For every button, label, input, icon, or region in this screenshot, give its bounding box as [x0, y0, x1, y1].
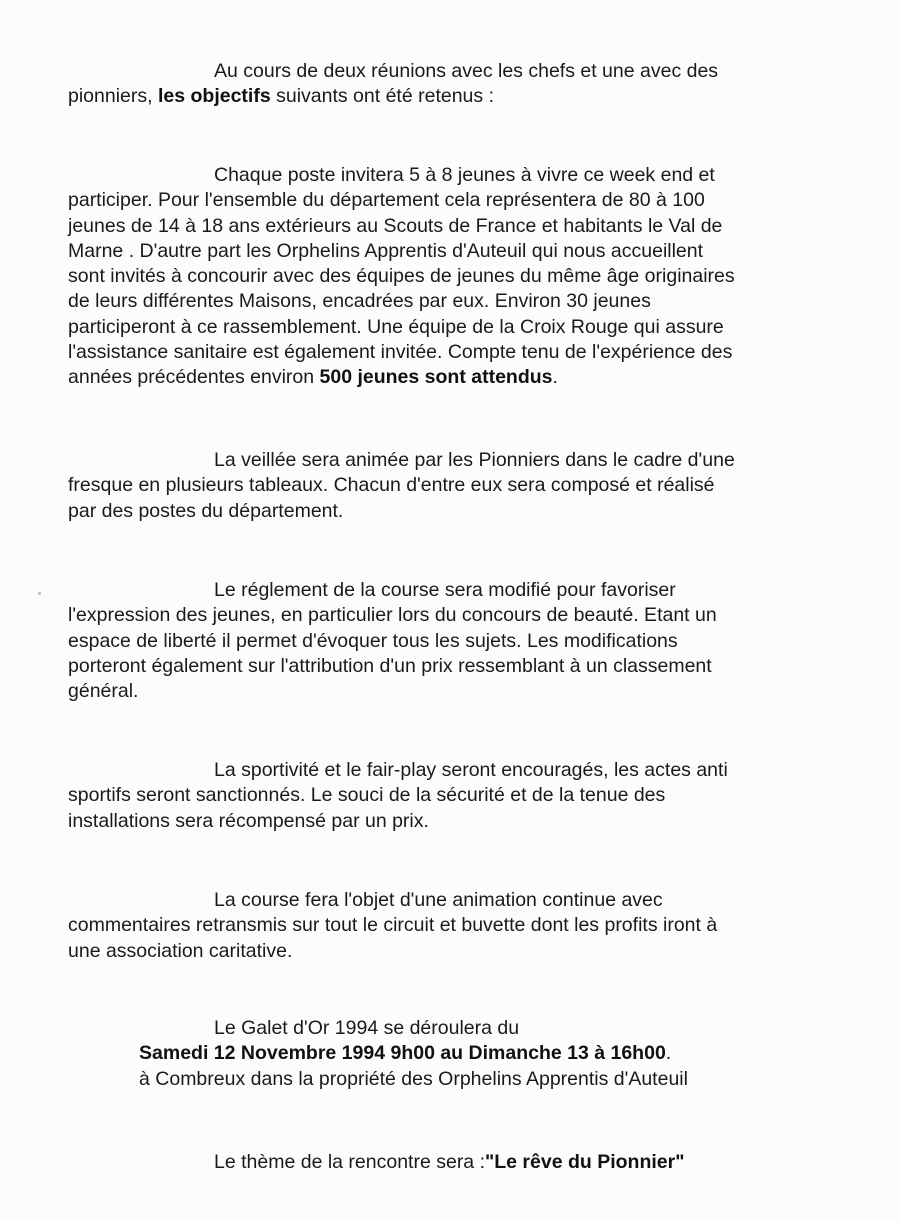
text-line: l'expression des jeunes, en particulier lors du concours de beauté. Etant un [68, 604, 717, 627]
text-run: pionniers, [68, 85, 158, 108]
bold-text-dates: Samedi 12 Novembre 1994 9h00 au Dimanche 13 à 16h00 [139, 1042, 666, 1065]
text-line: La course fera l'objet d'une animation continue avec [214, 889, 663, 911]
text-line: espace de liberté il permet d'évoquer tous les sujets. Les modifications [68, 629, 678, 652]
paragraph-participants [68, 163, 848, 391]
bold-text-objectives: les objectifs [157, 85, 271, 108]
text-line [68, 84, 848, 109]
text-line: une association caritative. [68, 939, 293, 962]
text-line: sportifs seront sanctionnés. Le souci de la sécurité et de la tenue des [68, 784, 666, 807]
paragraph-animation [68, 888, 848, 964]
text-run: Le thème de la rencontre sera : [214, 1151, 485, 1173]
text-line: par des postes du département. [68, 499, 344, 522]
paragraph-reglement [68, 578, 848, 704]
text-line: porteront également sur l'attribution d'un prix ressemblant à un classement [68, 654, 712, 677]
scan-speck [38, 592, 41, 595]
text-line: Au cours de deux réunions avec les chefs et une avec des [214, 60, 719, 82]
text-line: jeunes de 14 à 18 ans extérieurs au Scouts de France et habitants le Val de [68, 214, 723, 237]
text-line: de leurs différentes Maisons, encadrées par eux. Environ 30 jeunes [68, 290, 651, 313]
text-line: Marne . D'autre part les Orphelins Apprentis d'Auteuil qui nous accueillent [68, 239, 704, 262]
text-line: La veillée sera animée par les Pionniers dans le cadre d'une [214, 449, 735, 471]
text-line: à Combreux dans la propriété des Orphelins Apprentis d'Auteuil [139, 1067, 688, 1090]
text-line: participer. Pour l'ensemble du département cela représentera de 80 à 100 [68, 189, 705, 212]
bold-text-theme: "Le rêve du Pionnier" [485, 1151, 685, 1173]
text-line: installations sera récompensé par un prix. [68, 809, 429, 832]
paragraph-objectives-intro [68, 59, 848, 110]
text-line: fresque en plusieurs tableaux. Chacun d'entre eux sera composé et réalisé [68, 474, 715, 497]
paragraph-theme [68, 1150, 848, 1175]
text-line: Chaque poste invitera 5 à 8 jeunes à vivre ce week end et [214, 164, 715, 186]
bold-text-attendance: 500 jeunes sont attendus [319, 366, 553, 389]
text-run: suivants ont été retenus : [270, 85, 494, 108]
text-line: l'assistance sanitaire est également invitée. Compte tenu de l'expérience des [68, 341, 733, 364]
text-line: participeront à ce rassemblement. Une équipe de la Croix Rouge qui assure [68, 315, 724, 338]
text-run: . [665, 1042, 672, 1065]
text-line [68, 1150, 848, 1175]
paragraph-event-date [68, 1016, 848, 1092]
text-line: Le réglement de la course sera modifié pour favoriser [214, 579, 676, 601]
text-line: sont invités à concourir avec des équipes de jeunes du même âge originaires [68, 265, 735, 288]
paragraph-sportivite [68, 758, 848, 834]
text-line: général. [68, 680, 139, 703]
text-line: Le Galet d'Or 1994 se déroulera du [214, 1017, 520, 1039]
paragraph-veillee [68, 448, 848, 524]
text-line: La sportivité et le fair-play seront encouragés, les actes anti [214, 759, 728, 781]
text-run: années précédentes environ [68, 366, 320, 389]
text-line [68, 1041, 848, 1066]
text-run: . [552, 366, 558, 389]
text-line [68, 365, 848, 390]
text-line: commentaires retransmis sur tout le circuit et buvette dont les profits iront à [68, 914, 718, 937]
